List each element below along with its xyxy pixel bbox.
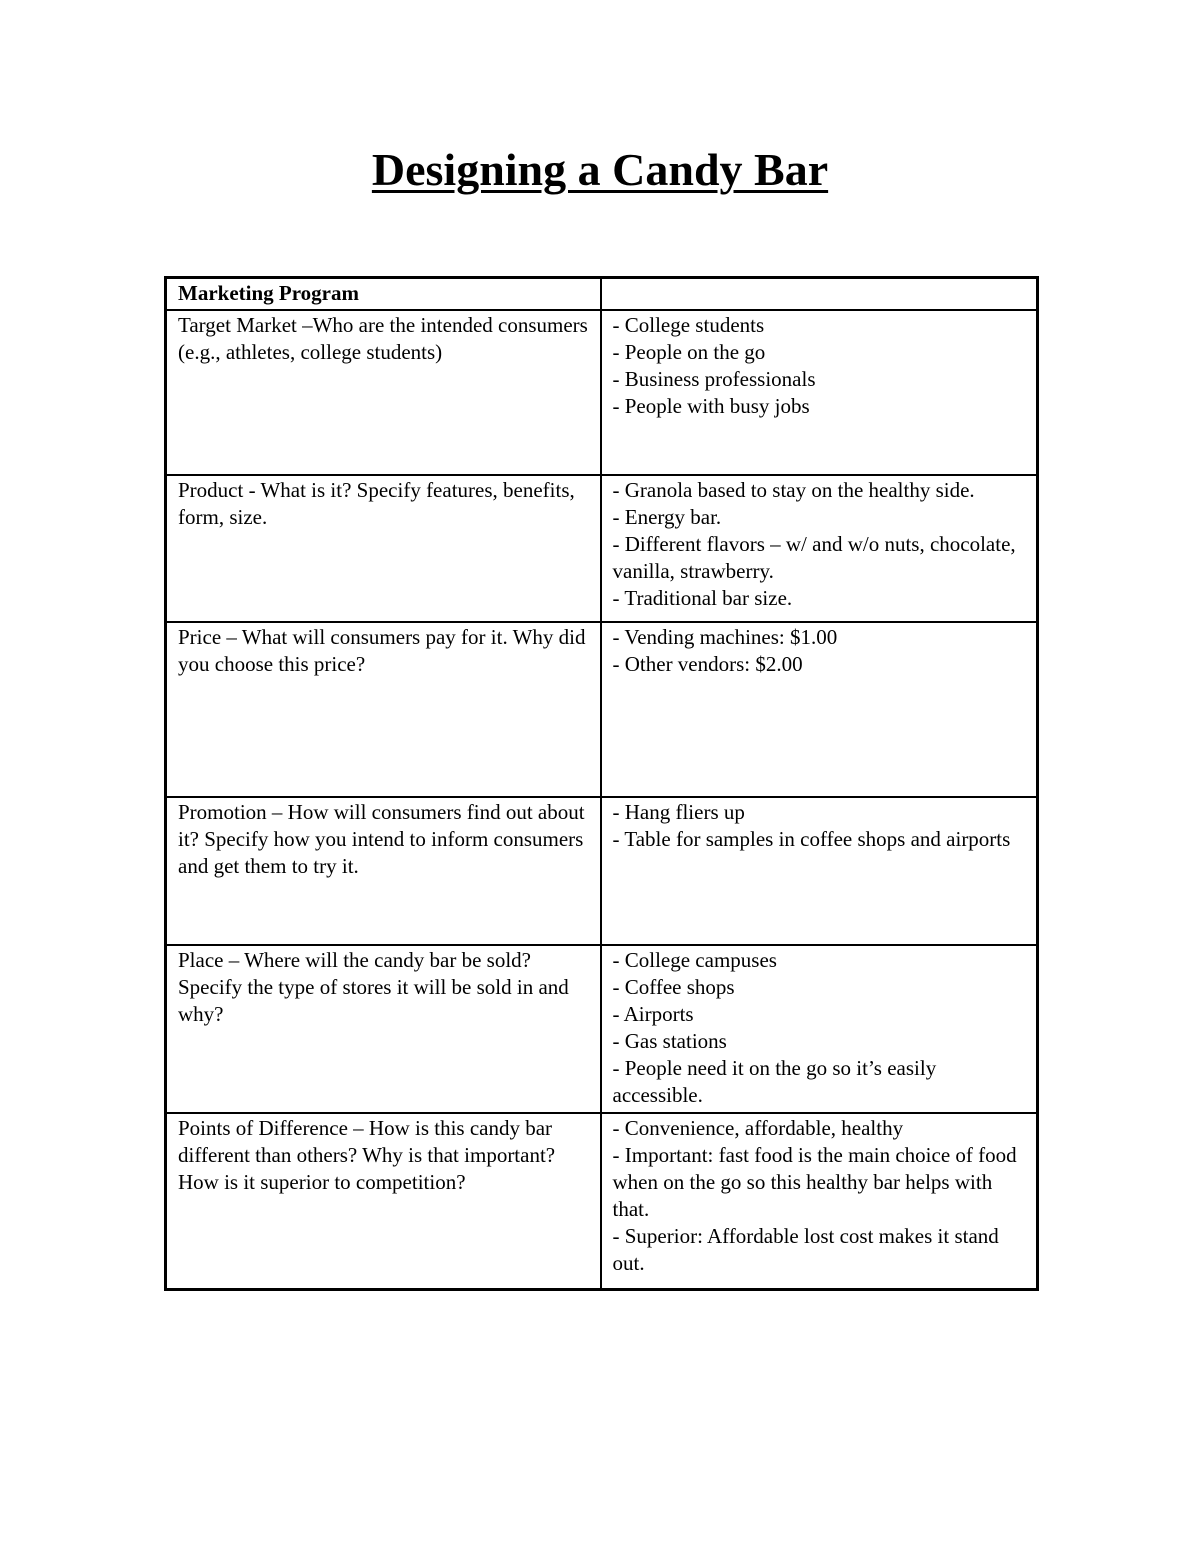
answer-line: - Different flavors – w/ and w/o nuts, chocolate, vanilla, strawberry. <box>612 532 1021 583</box>
answer-line: - Traditional bar size. <box>612 586 793 610</box>
answer-line: - Superior: Affordable lost cost makes it stand out. <box>612 1224 1005 1275</box>
answer-line: - People on the go <box>612 340 766 364</box>
answer-line: - Table for samples in coffee shops and airports <box>612 827 1011 851</box>
prompt-cell-price: Price – What will consumers pay for it. Why did you choose this price? <box>166 622 601 797</box>
answer-line: - Other vendors: $2.00 <box>612 652 803 676</box>
answer-line: - Gas stations <box>612 1029 727 1053</box>
marketing-program-table <box>164 276 1039 1291</box>
answer-line: - College students <box>612 313 765 337</box>
answer-line: - People need it on the go so it’s easily accessible. <box>612 1056 942 1107</box>
table-row-product <box>166 475 1038 622</box>
answer-cell-points-of-difference <box>601 1113 1038 1289</box>
header-cell-blank <box>601 278 1038 311</box>
answer-line: - People with busy jobs <box>612 394 810 418</box>
answer-line: - Airports <box>612 1002 694 1026</box>
answer-line: - Granola based to stay on the healthy side. <box>612 478 975 502</box>
prompt-cell-place: Place – Where will the candy bar be sold? Specify the type of stores it will be sold in and why? <box>166 945 601 1113</box>
answer-line: - College campuses <box>612 948 777 972</box>
table-row-promotion <box>166 797 1038 945</box>
table-row-points-of-difference <box>166 1113 1038 1289</box>
answer-line: - Business professionals <box>612 367 816 391</box>
prompt-cell-points-of-difference: Points of Difference – How is this candy bar different than others? Why is that important? How is it superior to competition? <box>166 1113 601 1289</box>
page-title: Designing a Candy Bar <box>371 144 829 195</box>
table-header-row <box>166 278 1038 311</box>
prompt-cell-target-market: Target Market –Who are the intended consumers (e.g., athletes, college students) <box>166 310 601 475</box>
answer-line: - Important: fast food is the main choice of food when on the go so this healthy bar helps with that. <box>612 1143 1022 1221</box>
answer-cell-target-market <box>601 310 1038 475</box>
table-row-price <box>166 622 1038 797</box>
table-row-target-market <box>166 310 1038 475</box>
answer-cell-place <box>601 945 1038 1113</box>
answer-cell-promotion <box>601 797 1038 945</box>
table-row-place <box>166 945 1038 1113</box>
header-cell-marketing-program: Marketing Program <box>166 278 601 311</box>
answer-line: - Convenience, affordable, healthy <box>612 1116 904 1140</box>
answer-cell-product <box>601 475 1038 622</box>
answer-line: - Coffee shops <box>612 975 735 999</box>
prompt-cell-product: Product - What is it? Specify features, benefits, form, size. <box>166 475 601 622</box>
answer-line: - Vending machines: $1.00 <box>612 625 838 649</box>
answer-line: - Energy bar. <box>612 505 722 529</box>
prompt-cell-promotion: Promotion – How will consumers find out about it? Specify how you intend to inform consumers and get them to try it. <box>166 797 601 945</box>
answer-cell-price <box>601 622 1038 797</box>
answer-line: - Hang fliers up <box>612 800 745 824</box>
